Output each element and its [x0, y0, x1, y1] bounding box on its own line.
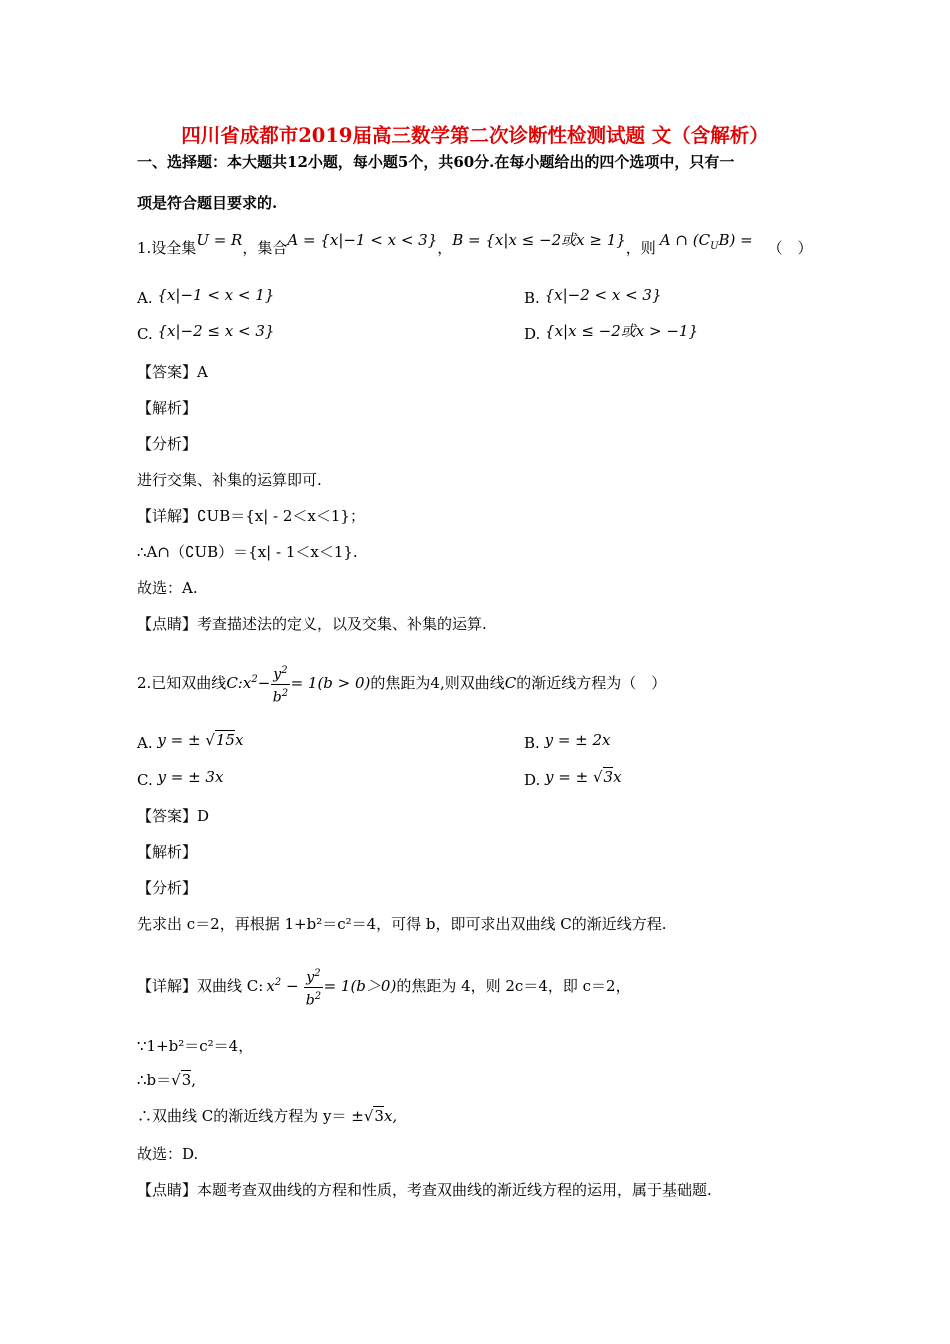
q2-choice: 故选：D.: [137, 1145, 199, 1163]
radicand: 3: [374, 1107, 384, 1125]
q2-option-c: [137, 770, 223, 790]
q1-xiangjie: [137, 506, 365, 526]
q1-sep: ，: [437, 239, 453, 257]
xiangjie-text: 双曲线 C:: [197, 977, 264, 995]
q2-stem: [137, 656, 666, 704]
q1-option-d: [524, 324, 698, 344]
q1-answer: [137, 362, 208, 382]
section-heading-cont: 项是符合题目要求的.: [137, 194, 278, 212]
dianjing-tag: 【点睛】: [137, 615, 198, 633]
q1-option-c: [137, 324, 274, 344]
eq-fraction: $\frac{y^2}{b^2}$: [271, 662, 289, 706]
q2-stem-text-2: 的焦距为4,则双曲线: [370, 674, 505, 692]
option-value-x: x: [613, 768, 622, 786]
option-value: y = ±: [157, 731, 201, 749]
xiangjie-line: ∁UB＝{x| - 2＜x＜1}；: [197, 507, 365, 525]
option-label: A.: [137, 734, 153, 752]
q2-fenxi-text: 先求出 c＝2，再根据 1+b²＝c²＝4，可得 b，即可求出双曲线 C的渐近线方程.: [137, 915, 667, 933]
q1-expr-sub: U: [710, 241, 719, 252]
option-value: y = ± 3x: [157, 768, 224, 786]
option-value: y = ± 2x: [544, 731, 611, 749]
q2-hyperbola-eq: $C:x^2-$ $\frac{y^2}{b^2}$ = 1(b > 0): [226, 674, 370, 692]
xiangjie-tag: 【详解】: [137, 507, 198, 525]
section-heading: 一、选择题：本大题共12小题，每小题5个，共60分.在每小题给出的四个选项中，只有一: [137, 153, 735, 171]
option-label: B.: [524, 289, 540, 307]
q1-dianjing: [137, 614, 487, 634]
q1-expr-a: A ∩ (C: [659, 231, 711, 249]
q2-because: ∵1+b²＝c²＝4，: [137, 1037, 254, 1055]
q2-option-d: D. y = ± √3x: [524, 768, 622, 789]
xiangjie-text-2: 的焦距为 4，则 2c＝4，即 c＝2，: [396, 977, 631, 995]
q1-stem: [137, 231, 813, 265]
eq-rhs: = 1(b＞0): [323, 977, 397, 995]
answer-value: A: [197, 363, 208, 381]
xiangjie-tag: 【详解】: [137, 977, 198, 995]
q2-option-a: A. y = ± √15x: [137, 731, 244, 752]
option-value: {x|−2 < x < 3}: [544, 286, 662, 304]
option-label: D.: [524, 325, 541, 343]
option-value-x: x: [234, 731, 244, 749]
line-x: x,: [383, 1107, 398, 1125]
q2-jiexi: 【解析】: [137, 843, 198, 861]
option-value: y = ±: [545, 768, 589, 786]
q1-stem-text-2: ，集合: [242, 239, 288, 257]
radicand: 15: [215, 731, 235, 749]
eq-lhs: C:x: [226, 674, 252, 692]
answer-value: D: [197, 807, 210, 825]
q2-stem-text-3: 的渐近线方程为（ ）: [516, 674, 667, 692]
q2-xiangjie: [137, 957, 631, 1009]
option-value: {x|−1 < x < 1}: [157, 286, 275, 304]
xiangjie-eq: $x^2$ − $\frac{y^2}{b^2}$ = 1(b＞0): [266, 977, 396, 995]
q2-curve-var: C: [504, 674, 517, 692]
q1-paren: （ ）: [767, 239, 813, 257]
q2-asymptote: ∴双曲线 C的渐近线方程为 y＝ ±√3x,: [137, 1107, 398, 1125]
radicand: 3: [603, 768, 614, 786]
q1-fenxi-text: 进行交集、补集的运算即可.: [137, 471, 322, 489]
answer-tag: 【答案】: [137, 363, 198, 381]
option-label: A.: [137, 289, 153, 307]
q1-set-a: A = {x|−1 < x < 3}: [287, 231, 438, 249]
q1-jiexi: 【解析】: [137, 399, 198, 417]
line-text: ∴b＝: [137, 1071, 172, 1089]
q2-therefore-b: ∴b＝√3,: [137, 1071, 197, 1089]
answer-tag: 【答案】: [137, 807, 198, 825]
option-label: C.: [137, 771, 153, 789]
line-punct: ,: [191, 1071, 197, 1089]
dianjing-text: 本题考查双曲线的方程和性质，考查双曲线的渐近线方程的运用，属于基础题.: [197, 1181, 712, 1199]
q1-option-a: [137, 288, 274, 308]
q1-universal-set: U = R: [196, 231, 243, 249]
q2-dianjing: [137, 1180, 712, 1200]
dianjing-tag: 【点睛】: [137, 1181, 198, 1199]
option-label: D.: [524, 771, 541, 789]
line-text: ∴双曲线 C的渐近线方程为 y＝ ±: [137, 1107, 364, 1125]
option-value: {x|x ≤ −2或x > −1}: [545, 322, 698, 340]
eq-rhs: = 1(b > 0): [290, 674, 371, 692]
q1-expr-b: B) =: [718, 231, 753, 249]
q1-stem-text: 1.设全集: [137, 239, 197, 257]
q1-expression: [659, 231, 753, 252]
q2-answer: [137, 806, 209, 826]
q1-choice: 故选：A.: [137, 579, 198, 597]
q1-set-b: B = {x|x ≤ −2或x ≥ 1}: [452, 231, 626, 249]
document-title: 四川省成都市2019届高三数学第二次诊断性检测试题 文（含解析）: [181, 124, 769, 147]
q2-option-b: [524, 733, 611, 753]
q1-stem-text-3: ，则: [625, 239, 656, 257]
q2-stem-text: 2.已知双曲线: [137, 674, 227, 692]
q2-fenxi: 【分析】: [137, 879, 198, 897]
radicand: 3: [181, 1071, 192, 1089]
dianjing-text: 考查描述法的定义，以及交集、补集的运算.: [197, 615, 487, 633]
option-label: C.: [137, 325, 153, 343]
option-label: B.: [524, 734, 540, 752]
option-value: {x|−2 ≤ x < 3}: [157, 322, 275, 340]
q1-fenxi: 【分析】: [137, 435, 198, 453]
q1-xiangjie-2: ∴A∩（∁UB）＝{x| - 1＜x＜1}.: [137, 543, 358, 561]
q1-option-b: [524, 288, 662, 308]
